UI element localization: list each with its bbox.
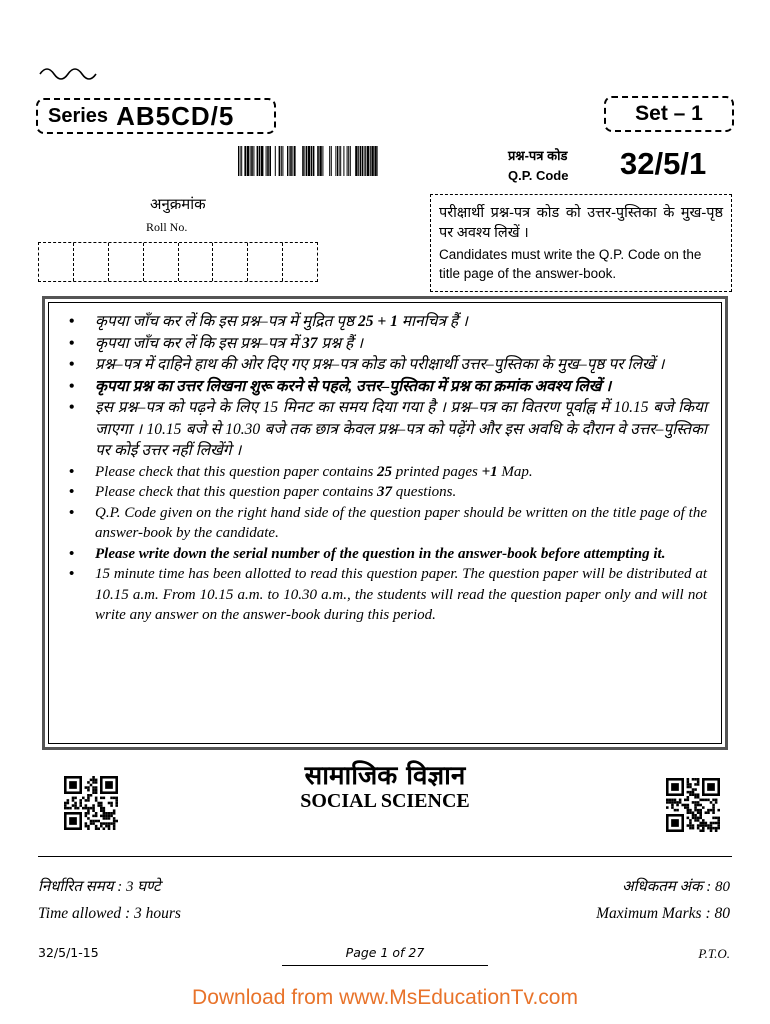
- time-allowed-hi: निर्धारित समय : 3 घण्टे: [38, 879, 161, 895]
- instruction-en-questions: • Please check that this question paper contains 37 questions.: [63, 482, 707, 503]
- series-code: AB5CD/5: [116, 100, 235, 131]
- divider: [38, 856, 732, 857]
- instruction-hi-questions: • कृपया जाँच कर लें कि इस प्रश्न–पत्र में 37 प्रश्न हैं ।: [63, 333, 707, 355]
- wave-mark-icon: [38, 62, 100, 82]
- set-label: Set – 1: [635, 102, 703, 125]
- qp-code-labels: [508, 146, 568, 186]
- candidate-note-en: Candidates must write the Q.P. Code on the title page of the answer-book.: [439, 247, 702, 281]
- download-watermark-link[interactable]: Download from www.MsEducationTv.com: [192, 986, 578, 1009]
- instructions-list: [63, 311, 707, 626]
- roll-digit-box[interactable]: [283, 243, 317, 281]
- roll-digit-box[interactable]: [179, 243, 214, 281]
- roll-digit-box[interactable]: [144, 243, 179, 281]
- time-allowed-en: Time allowed : 3 hours: [38, 905, 181, 922]
- footer-paper-code: 32/5/1-15: [38, 945, 99, 960]
- roll-number-boxes[interactable]: [38, 242, 318, 282]
- roll-digit-box[interactable]: [213, 243, 248, 281]
- qp-code-label-hi: प्रश्न-पत्र कोड: [508, 148, 568, 163]
- instructions-frame: [42, 296, 728, 750]
- series-box: [36, 98, 276, 134]
- subject-title-en: SOCIAL SCIENCE: [300, 790, 470, 812]
- roll-digit-box[interactable]: [39, 243, 74, 281]
- max-marks-en: Maximum Marks : 80: [596, 905, 730, 922]
- candidate-note-box: [430, 194, 732, 292]
- instruction-en-qp-code: • Q.P. Code given on the right hand side of the question paper should be written on the title page of the answer-book by the candidate.: [63, 503, 707, 544]
- instruction-hi-pages: • कृपया जाँच कर लें कि इस प्रश्न–पत्र में मुद्रित पृष्ठ 25 + 1 मानचित्र हैं ।: [63, 311, 707, 333]
- series-label: Series: [48, 104, 109, 127]
- subject-title-hi: सामाजिक विज्ञान: [304, 761, 466, 791]
- instruction-en-reading-time: • 15 minute time has been allotted to read this question paper. The question paper will be distributed at 10.15 a.m. From 10.15 a.m. to 10.30 a.m., the students will read the question paper only and will not write any answer on the answer-book during this period.: [63, 564, 707, 626]
- roll-label-en: Roll No.: [146, 220, 188, 234]
- instruction-en-serial: • Please write down the serial number of the question in the answer-book before attempting it.: [63, 544, 707, 565]
- barcode-icon: [238, 146, 378, 176]
- roll-digit-box[interactable]: [74, 243, 109, 281]
- roll-digit-box[interactable]: [248, 243, 283, 281]
- qp-code-label-en: Q.P. Code: [508, 168, 569, 183]
- instruction-hi-serial: • कृपया प्रश्न का उत्तर लिखना शुरू करने से पहले, उत्तर–पुस्तिका में प्रश्न का क्रमांक अवश्य लिखें ।: [63, 376, 707, 398]
- footer-pto: P.T.O.: [698, 946, 730, 961]
- footer-page-number: Page 1 of 27: [345, 945, 425, 960]
- set-box: [604, 96, 734, 132]
- candidate-note-hi: परीक्षार्थी प्रश्न-पत्र कोड को उत्तर-पुस्तिका के मुख-पृष्ठ पर अवश्य लिखें ।: [439, 205, 723, 241]
- max-marks-hi: अधिकतम अंक : 80: [622, 879, 730, 895]
- instruction-hi-reading-time: • इस प्रश्न–पत्र को पढ़ने के लिए 15 मिनट का समय दिया गया है । प्रश्न–पत्र का वितरण पूर्वाह्न में 10.15 बजे किया जाएगा । 10.15 बजे से 10.30 बजे तक छात्र केवल प्रश्न–पत्र को पढ़ेंगे और इस अवधि के दौरान वे उत्तर–पुस्तिका पर कोई उत्तर नहीं लिखेंगे ।: [63, 397, 707, 462]
- qp-code: 32/5/1: [620, 146, 707, 181]
- roll-label-hi: अनुक्रमांक: [150, 197, 206, 213]
- instruction-en-pages: • Please check that this question paper contains 25 printed pages +1 Map.: [63, 462, 707, 483]
- roll-digit-box[interactable]: [109, 243, 144, 281]
- instruction-hi-qp-code: • प्रश्न–पत्र में दाहिने हाथ की ओर दिए गए प्रश्न–पत्र कोड को परीक्षार्थी उत्तर–पुस्तिका के मुख–पृष्ठ पर लिखें ।: [63, 354, 707, 376]
- footer-divider: [282, 965, 488, 966]
